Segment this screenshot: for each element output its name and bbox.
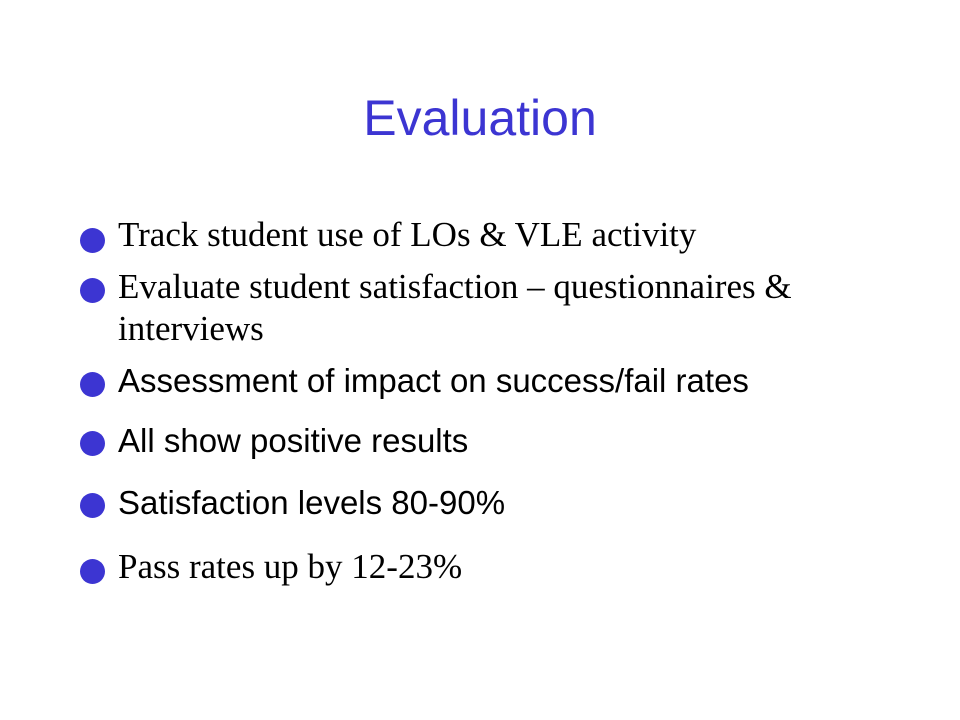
bullet-item bbox=[78, 360, 918, 402]
bullet-item bbox=[78, 482, 918, 524]
bullet-text: Pass rates up by 12-23% bbox=[118, 547, 463, 586]
bullet-item bbox=[78, 420, 918, 462]
bullet-dot-icon bbox=[80, 278, 105, 303]
bullet-item bbox=[78, 214, 918, 256]
bullet-dot-icon bbox=[80, 493, 105, 518]
bullet-list bbox=[78, 214, 918, 588]
bullet-dot-icon bbox=[80, 228, 105, 253]
bullet-dot-icon bbox=[80, 431, 105, 456]
bullet-text: Assessment of impact on success/fail rates bbox=[118, 362, 749, 399]
bullet-text: All show positive results bbox=[118, 422, 469, 459]
bullet-text: Track student use of LOs & VLE activity bbox=[118, 215, 697, 254]
bullet-dot-icon bbox=[80, 372, 105, 397]
bullet-dot-icon bbox=[80, 559, 105, 584]
bullet-text: Evaluate student satisfaction – questionnaires & interviews bbox=[118, 267, 792, 348]
slide-title: Evaluation bbox=[363, 90, 597, 146]
bullet-item bbox=[78, 266, 918, 350]
bullet-item bbox=[78, 546, 918, 588]
bullet-text: Satisfaction levels 80-90% bbox=[118, 484, 506, 521]
